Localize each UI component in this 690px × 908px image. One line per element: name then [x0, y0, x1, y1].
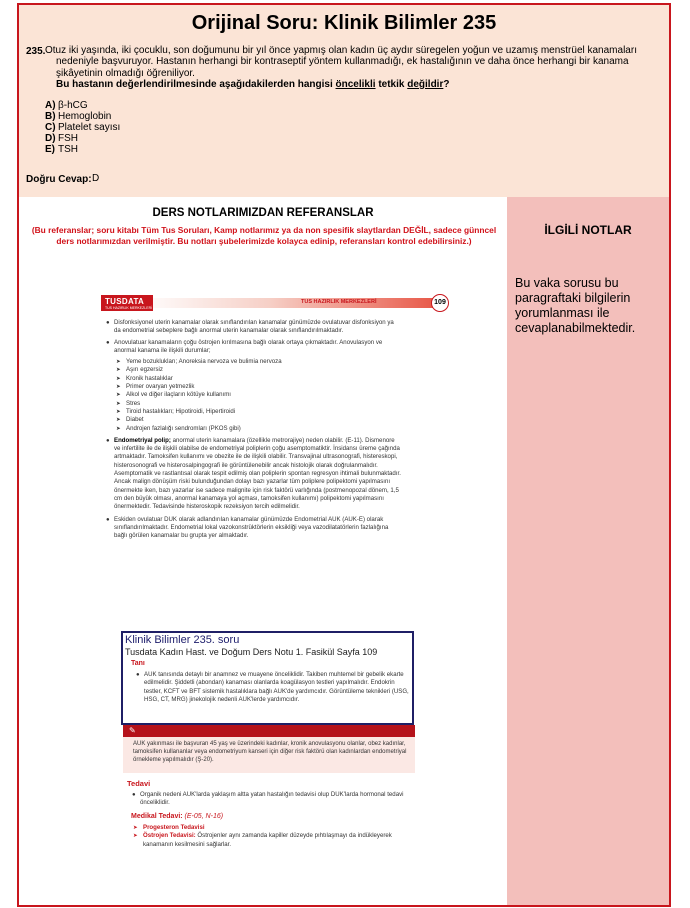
- book-paragraph-text: Anovulatuar kanamaların çoğu östrojen kırılmasına bağlı olarak ortaya çıkmaktadır. Anovulasyon ve anormal kanama ile ilişkili durumlar;: [114, 338, 383, 354]
- list-item: [101, 366, 401, 374]
- list-item-text: Alkol ve diğer ilaçların kötüye kullanımı: [126, 391, 231, 399]
- question-stem-line: şikâyetinin olmadığı öğreniliyor.: [56, 67, 195, 79]
- pink-note-text: AUK yakınması ile başvuran 45 yaş ve üzerindeki kadınlar, kronik anovulasyonu olanlar, obez kadınlar, tamoksifen kullananlar veya endometriyum kanseri için diğer risk faktörü olan kadınlardan endometriyal örnekleme yapılmalıdır (Ş-20).: [133, 741, 407, 763]
- bullet-icon: ●: [106, 516, 110, 523]
- book-paragraph: [101, 339, 401, 356]
- list-item: [101, 358, 401, 366]
- tedavi-text: Organik nedeni AUK'larda yaklaşım altta yatan hastalığın tedavisi olup DUK'larda hormonal tedavi önceliklidir.: [140, 791, 404, 807]
- question-panel: [19, 5, 669, 197]
- option-letter: B): [45, 111, 56, 122]
- medikal-heading: [131, 813, 223, 820]
- logo-text: TUSDATA: [105, 297, 145, 306]
- list-item-text: Stres: [126, 399, 141, 407]
- list-item: [101, 400, 401, 408]
- highlight-section-heading: Tanı: [131, 660, 145, 667]
- option-letter: C): [45, 122, 56, 133]
- list-item-text: Kronik hastalıklar: [126, 374, 173, 382]
- notes-title: İLGİLİ NOTLAR: [544, 223, 632, 237]
- arrow-icon: ➤: [133, 825, 138, 831]
- question-stem: [45, 45, 645, 90]
- list-item-text: Tiroid hastalıkları; Hipotiroidi, Hipertiroidi: [126, 407, 236, 415]
- medikal-title: Medikal Tedavi:: [131, 813, 183, 820]
- option-text: Platelet sayısı: [58, 122, 121, 133]
- highlight-box: [121, 631, 414, 725]
- answer-value: D: [92, 173, 100, 184]
- arrow-icon: ➤: [116, 392, 121, 399]
- medikal-list: [131, 824, 415, 849]
- book-paragraph-text: Disfonksiyonel uterin kanamalar olarak sınıflandırılan kanamalar günümüzde ovulatuvar disfonksiyon ya da endometrial sebeplere bağlı anormal uterin kanamalar olarak sınıflandırılmaktadır.: [114, 319, 394, 335]
- option-text: Hemoglobin: [58, 111, 112, 122]
- list-item-text: Aşırı egzersiz: [126, 366, 163, 374]
- arrow-icon: ➤: [116, 400, 121, 407]
- list-item-text: Androjen fazlalığı sendromları (PKOS gibi): [126, 424, 241, 432]
- highlight-text: AUK tanısında detaylı bir anamnez ve muayene önceliklidir. Takiben muhtemel bir gebelik ekarte edilmelidir. Şiddetli (abondan) kanaması olanlarda koagülasyon testleri yapılmalıdır. Endokrin testler, KCFT ve BFT sistemik hastalıklara bağlı AUK'de yardımcıdır. Görüntüleme teknikleri (USG, HSG, CT, MRG) jinekolojik nedenli AUK'lerde yardımcıdır.: [144, 671, 409, 703]
- reference-note: (Bu referanslar; soru kitabı Tüm Tus Soruları, Kamp notlarımız ya da non spesifik slaytlardan DEĞİL, sadece günncel ders notlarımızdan verilmiştir. Bu notları şubelerimizde kolayca edinip, referansları kontrol edebilirsiniz.): [31, 225, 497, 246]
- causes-list: [101, 358, 401, 433]
- reference-title: DERS NOTLARIMIZDAN REFERANSLAR: [152, 207, 374, 219]
- header-bar: [137, 298, 433, 308]
- arrow-icon: ➤: [116, 367, 121, 374]
- book-page-number: 109: [431, 294, 449, 312]
- book-paragraph: [101, 516, 401, 541]
- question-ask: [45, 79, 645, 90]
- option-letter: D): [45, 133, 56, 144]
- list-item-text: Diabet: [126, 416, 144, 424]
- bullet-icon: ●: [106, 437, 110, 444]
- tusdata-logo: [101, 295, 153, 311]
- book-paragraph-text: Eskiden ovulatuar DUK olarak adlandırılan kanamalar günümüzde Endometrial AUK (AUK-E) olarak sınıflandırılmaktadır. Endometrial lokal vazokonstrüktörlerin eksikliği veya vazodilatatörlerin fazlalığına bağlı görülen kanamalar bu grupta yer almaktadır.: [114, 515, 389, 540]
- list-item-heading: Östrojen Tedavisi:: [143, 832, 196, 840]
- book-paragraph: [101, 319, 401, 336]
- note-icon: ✎: [129, 726, 136, 735]
- arrow-icon: ➤: [116, 417, 121, 424]
- option-letter: E): [45, 144, 55, 155]
- list-item: [101, 391, 401, 399]
- polyp-heading: Endometriyal polip;: [114, 436, 171, 444]
- option-text: β-hCG: [58, 100, 88, 111]
- list-item-text: Progesteron Tedavisi: [143, 824, 205, 831]
- medikal-ref: (E-05, N-16): [182, 813, 224, 820]
- ask-emphasis-2: değildir: [407, 78, 444, 90]
- list-item: [131, 832, 415, 849]
- book-paragraph-polyp: [101, 437, 401, 512]
- red-strip: [123, 725, 415, 737]
- list-item: [101, 375, 401, 383]
- reference-panel: [19, 197, 507, 907]
- arrow-icon: ➤: [116, 408, 121, 415]
- notes-panel: [507, 197, 669, 907]
- highlight-paragraph: [131, 671, 411, 704]
- arrow-icon: ➤: [116, 384, 121, 391]
- list-item: [131, 824, 415, 832]
- highlight-title: Klinik Bilimler 235. soru: [125, 634, 240, 646]
- book-paragraph-text: anormal uterin kanamalara (özellikle metrorajiye) neden olabilir. (E-11). Dismenore ve infertilite ile de ilişkili olabilse de endometriyal poliplerin çoğu asemptomatiktir. İnsidansı üreme çağında artmaktadır. Tamoksifen kullanımı ve obezite ile de ilişkili olabilir. Transvajinal ultrasonografi, histereskopi, histerosonografi ve histerosalpingografi ile görüntülenebilir ancak histolojik olarak doğrulanmalıdır. Asemptomatik ve rastlantısal olarak tespit edilmiş olan poliplerin spontan regresyon ihtimali bulunmaktadır. Ancak malign dönüşüm riski bulunduğundan dolayı bazı yazarlar tüm poliplere polipektomi yapılmasını önermekte iken, bazı yazarlar ise sadece malignite için risk faktörü varlığında (postmenopozal dönem, 1,5 cm den büyük olması, anormal kanamaya yol açması, tamoksifen kullanımı) polipektomi yapılmasını önermektedir. Tedavisinde histeroskopik rezeksiyon tercih edilmelidir.: [114, 436, 401, 511]
- book-header-text: TUS HAZIRLIK MERKEZLERİ: [301, 299, 377, 305]
- question-stem-line: nedeniyle başvuruyor. Hastanın herhangi bir kontraseptif yöntem kullanmadığı, ek hastalığının ve daha önce herhangi bir kanama: [56, 56, 629, 68]
- option-text: FSH: [58, 133, 78, 144]
- bullet-icon: ●: [136, 672, 140, 678]
- bullet-icon: ●: [132, 792, 136, 798]
- book-page-lower: [121, 725, 417, 905]
- list-item: [101, 416, 401, 424]
- list-item: [101, 425, 401, 433]
- arrow-icon: ➤: [116, 425, 121, 432]
- question-number: 235.: [26, 46, 46, 57]
- list-item-text: Yeme bozuklukları; Anoreksia nervoza ve bulimia nervoza: [126, 358, 282, 366]
- option-letter: A): [45, 100, 56, 111]
- arrow-icon: ➤: [116, 375, 121, 382]
- list-item-text: Östrojenler aynı zamanda kapiller düzeyde pıhtılaşmayı da indükleyerek kanamanın kesilmesini sağlarlar.: [143, 832, 392, 848]
- book-body: [101, 319, 401, 540]
- arrow-icon: ➤: [133, 833, 138, 840]
- option-e: [45, 144, 78, 156]
- logo-subtext: TUS HAZIRLIK MERKEZLERİ: [105, 306, 153, 310]
- arrow-icon: ➤: [116, 359, 121, 366]
- tedavi-heading: Tedavi: [127, 779, 151, 788]
- list-item: [101, 383, 401, 391]
- list-item-text: Primer ovaryan yetmezlik: [126, 383, 195, 391]
- ask-prefix: Bu hastanın değerlendirilmesinde aşağıdakilerden hangisi: [56, 78, 336, 90]
- bullet-icon: ●: [106, 339, 110, 346]
- page-frame: [17, 3, 671, 907]
- tedavi-paragraph: [127, 791, 415, 808]
- answer-label: Doğru Cevap:: [26, 174, 92, 185]
- option-text: TSH: [58, 144, 78, 155]
- bullet-icon: ●: [106, 320, 110, 326]
- page-title: Orijinal Soru: Klinik Bilimler 235: [191, 12, 497, 34]
- ask-emphasis-1: öncelikli: [335, 78, 376, 90]
- question-stem-line: Otuz iki yaşında, iki çocuklu, son doğumunu bir yıl önce yapmış olan kadın üç aydır süregelen yoğun ve uzamış menstrüel kanamaları: [45, 45, 637, 56]
- highlight-subtitle: Tusdata Kadın Hast. ve Doğum Ders Notu 1. Fasikül Sayfa 109: [125, 647, 378, 657]
- ask-suffix: ?: [443, 78, 450, 90]
- ask-middle: tetkik: [375, 78, 408, 90]
- list-item: [101, 408, 401, 416]
- notes-text: Bu vaka sorusu bu paragraftaki bilgilerin yorumlanması ile cevaplanabilmektedir.: [515, 276, 636, 335]
